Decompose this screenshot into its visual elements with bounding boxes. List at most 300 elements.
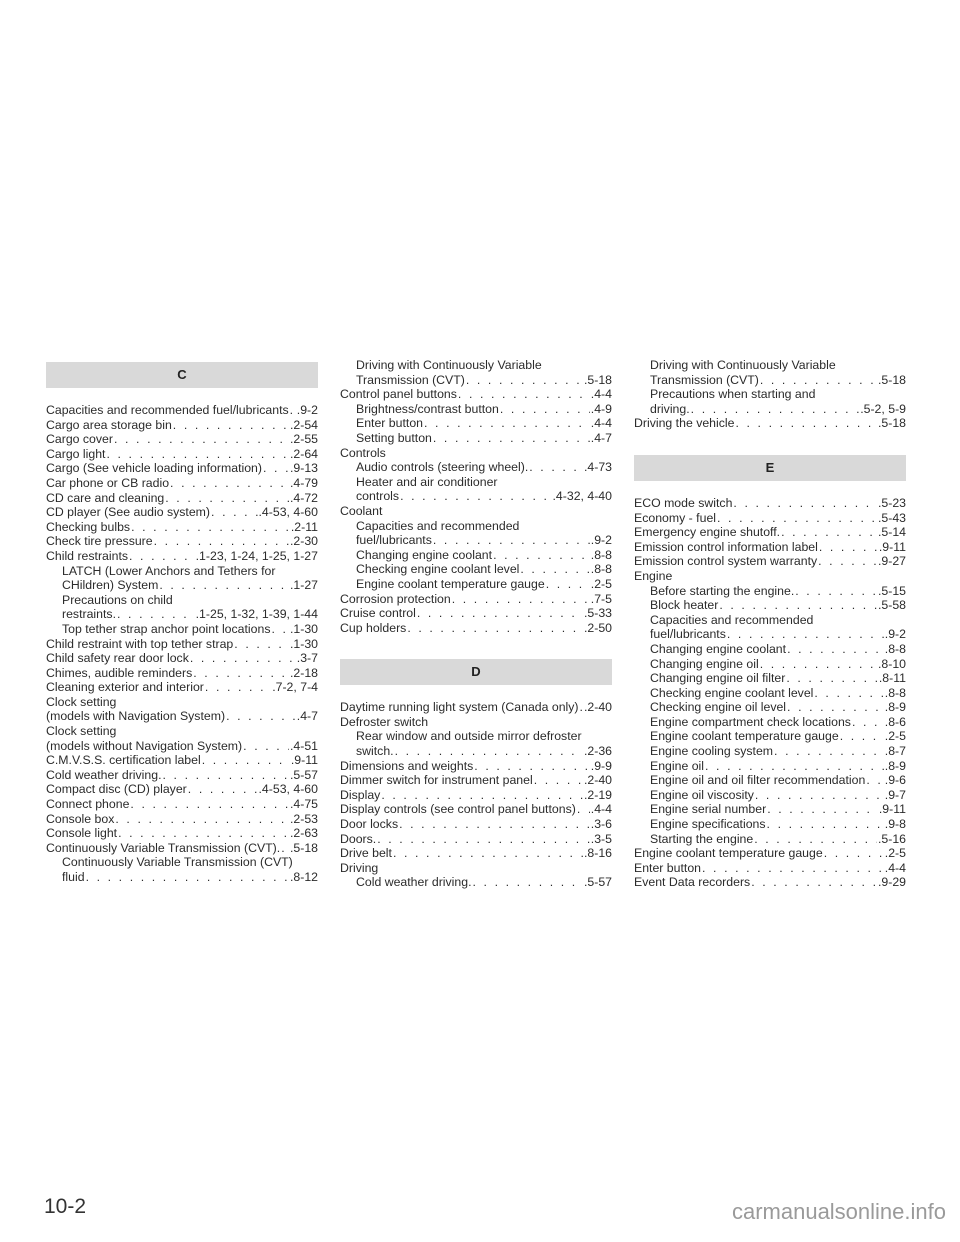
section-header-e: E [634,455,906,481]
entry-text: Cup holders [340,620,407,635]
dot-leader [424,416,590,431]
dot-leader [400,489,551,504]
index-entry [46,812,318,827]
entry-text: Checking engine coolant level [356,562,520,577]
entry-text: (models without Navigation System) [46,738,243,753]
page-reference: .2-19 [583,787,612,802]
dot-leader [395,744,583,759]
entry-text: Emission control system warranty [634,554,818,569]
entry-line [650,642,906,657]
index-entry [46,447,318,462]
page-reference: .9-9 [590,758,612,773]
index-entry [634,569,906,584]
entry-line [340,759,612,774]
entry-text: Engine oil viscosity [650,787,754,802]
page-reference: .4-53, 4-60 [258,782,318,797]
dot-leader [154,534,289,549]
entry-text: LATCH (Lower Anchors and Tethers for [62,563,276,578]
index-entry [340,832,612,847]
index-entry [46,768,318,783]
entry-text: Audio controls (steering wheel). [356,460,529,475]
entry-text: fuel/lubricants [356,533,432,548]
dot-leader [819,540,878,555]
index-subentry [634,358,906,387]
watermark: carmanualsonline.info [731,1199,946,1224]
dot-leader [577,802,590,817]
index-entry [46,782,318,797]
entry-text: Clock setting [46,694,117,709]
dot-leader [211,505,257,520]
entry-line [46,461,318,476]
dot-leader [377,832,590,847]
entry-line [650,744,906,759]
entry-line [46,768,318,783]
dot-leader [705,759,884,774]
entry-text: Block heater [650,598,719,613]
entry-line [650,802,906,817]
entry-text: Capacities and recommended fuel/lubricants [46,403,289,417]
entry-text: Precautions when starting and [650,387,816,402]
index-entry [46,432,318,447]
entry-line [650,671,906,686]
dot-leader [234,637,289,652]
page-reference: .8-8 [590,562,612,577]
entry-line [650,832,906,847]
entry-text: Clock setting [46,724,117,739]
page-reference: .9-2 [590,533,612,548]
entry-line [650,773,906,788]
entry-text: Engine serial number [650,802,767,817]
entry-line [356,402,612,417]
page-reference: .1-30 [289,636,318,651]
dot-leader [717,511,877,526]
entry-text: Door locks [340,817,399,832]
entry-text: Defroster switch [340,714,429,729]
dot-leader [117,607,195,622]
entry-text: Changing engine coolant [650,641,787,656]
index-entry [634,846,906,861]
entry-line [650,700,906,715]
entry-text: Engine coolant temperature gauge [634,846,823,861]
entry-line [356,489,612,504]
section-header-d: D [340,659,612,685]
page-reference: .5-16 [877,831,906,846]
page-reference: .5-18 [289,840,318,855]
index-subentry [634,729,906,744]
dot-leader [114,432,289,447]
index-subentry [634,686,906,701]
entry-line [46,709,318,724]
entry-line [46,505,318,520]
page-reference: .2-36 [583,744,612,759]
dot-leader [106,447,289,462]
dot-leader [852,715,884,730]
dot-leader [787,642,884,657]
dot-leader [131,520,290,535]
entry-line [634,846,906,861]
entry-line [356,373,612,388]
page-reference: .5-2, 5-9 [860,401,906,416]
index-entry [340,621,612,636]
entry-text: Continuously Variable Transmission (CVT). [46,840,281,855]
index-subentry [634,642,906,657]
section-spacer [340,635,612,657]
entry-line [46,418,318,433]
entry-line [62,622,318,637]
dot-leader [163,768,289,783]
page-reference: .2-30 [289,534,318,549]
entry-line [46,447,318,462]
dot-leader [407,621,583,636]
dot-leader [719,598,877,613]
entry-text: Child restraints [46,548,129,563]
page-reference: .5-23 [877,495,906,510]
dot-leader [188,782,258,797]
page-reference: .9-11 [878,539,906,554]
entry-line [340,788,612,803]
index-entry [46,666,318,681]
page-reference: .2-64 [289,446,318,461]
entry-text: ECO mode switch [634,495,733,510]
page-reference: .4-4 [590,802,612,817]
dot-leader [243,739,289,754]
index-subentry [340,416,612,431]
page-reference: .2-5 [884,846,906,861]
page-reference: .2-63 [289,826,318,841]
dot-leader [529,460,583,475]
dot-leader [786,671,878,686]
dot-leader [814,686,883,701]
page-reference: .9-6 [884,773,906,788]
page-reference: .2-54 [289,417,318,432]
entry-text: restraints. [62,607,116,622]
entry-text: Check tire pressure [46,534,153,549]
page-reference: .1-23, 1-24, 1-25, 1-27 [195,548,318,563]
entry-line [46,753,318,768]
entry-line [650,402,906,417]
index-subentry [634,387,906,416]
entry-line [46,680,318,695]
entry-line [650,584,906,599]
entry-text: Console box [46,811,115,826]
page-reference: .9-13 [289,461,318,476]
entry-line [46,739,318,754]
index-entry [634,861,906,876]
dot-leader [787,700,884,715]
entry-line [650,759,906,774]
entry-line [650,627,906,642]
entry-text: Driving [340,860,379,875]
page-reference: .7-2, 7-4 [272,680,318,695]
index-entry [340,606,612,621]
entry-line [340,817,612,832]
index-entry [634,554,906,569]
index-entry [340,759,612,774]
dot-leader [774,744,884,759]
page-reference: .5-18 [583,372,612,387]
dot-leader [129,549,195,564]
page-reference: .9-27 [877,554,906,569]
entry-text: Controls [340,445,386,460]
entry-line [650,729,906,744]
entry-text: (models with Navigation System) [46,709,226,724]
page-reference: .4-9 [590,401,612,416]
entry-text: Cargo area storage bin [46,417,172,432]
dot-leader [458,387,590,402]
entry-line [46,651,318,666]
dot-leader [500,402,590,417]
dot-leader [193,666,289,681]
index-subentry [634,773,906,788]
dot-leader [727,627,884,642]
page-reference: .4-4 [590,416,612,431]
entry-text: CHildren) System [62,578,159,593]
index-subentry [634,832,906,847]
entry-text: Engine [634,568,673,583]
entry-text: Dimensions and weights [340,758,474,773]
index-entry [46,520,318,535]
dot-leader [751,875,877,890]
index-subentry [340,460,612,475]
entry-text: Continuously Variable Transmission (CVT) [62,855,293,870]
index-entry [340,592,612,607]
entry-text: Child safety rear door lock [46,651,189,666]
entry-line [46,491,318,506]
index-entry [46,549,318,564]
entry-line [340,773,612,788]
page-reference: .4-4 [590,387,612,402]
entry-text: Starting the engine [650,831,754,846]
entry-line [46,782,318,797]
page-reference: .8-8 [884,685,906,700]
dot-leader [263,461,289,476]
entry-text: CD care and cleaning [46,490,165,505]
entry-text: Engine specifications [650,817,766,832]
page-reference: .5-14 [877,525,906,540]
page-reference: .2-40 [583,700,612,715]
entry-line [356,562,612,577]
dot-leader [767,817,884,832]
page-reference: .2-53 [289,811,318,826]
entry-line [356,548,612,563]
page-reference: .4-72 [289,490,318,505]
entry-text: Cargo (See vehicle loading information) [46,461,262,476]
entry-text: Changing engine oil [650,656,759,671]
entry-text: Economy - fuel [634,510,717,525]
entry-text: Brightness/contrast button [356,401,499,416]
entry-line [340,700,612,715]
dot-leader [115,812,289,827]
page-reference: .2-5 [590,576,612,591]
entry-text: Cargo cover [46,432,113,447]
index-subentry [340,562,612,577]
entry-text: switch. [356,744,394,759]
entry-text: Dimmer switch for instrument panel [340,773,533,788]
dot-leader [165,491,289,506]
entry-text: Doors. [340,831,377,846]
entry-text: Transmission (CVT) [356,372,465,387]
index-entry [340,715,612,730]
index-entry [46,826,318,841]
page-reference: .3-5 [590,831,612,846]
dot-leader [866,773,883,788]
index-entry [634,511,906,526]
index-entry [340,802,612,817]
index-entry [340,387,612,402]
index-subentry [46,564,318,593]
index-column-3 [634,358,906,890]
page-reference: .8-10 [877,656,906,671]
dot-leader [433,431,590,446]
index-entry [634,875,906,890]
entry-line [650,686,906,701]
page-reference: .5-58 [877,598,906,613]
entry-line [340,846,612,861]
entry-text: Precautions on child [62,592,173,607]
page-reference: .2-40 [583,773,612,788]
index-entry [46,476,318,491]
entry-text: Rear window and outside mirror defroster [356,729,582,744]
dot-leader [381,788,583,803]
dot-leader [840,729,884,744]
index-entry [46,491,318,506]
page-reference: .2-55 [289,432,318,447]
index-entry [340,817,612,832]
dot-leader [760,373,877,388]
entry-text: Driving with Continuously Variable [650,358,836,372]
entry-line [650,788,906,803]
page-reference: .8-8 [590,547,612,562]
page-reference: .9-11 [290,753,318,768]
index-column-2 [340,358,612,890]
index-entry [46,461,318,476]
entry-text: fluid [62,870,85,884]
entry-line [356,533,612,548]
entry-text: Checking engine oil level [650,700,787,715]
entry-line [340,621,612,636]
index-entry [634,416,906,431]
entry-text: Display [340,787,381,802]
index-subentry [340,577,612,592]
dot-leader [205,680,271,695]
dot-leader [534,773,583,788]
entry-line [356,744,612,759]
index-entry [46,797,318,812]
entry-line [650,817,906,832]
index-subentry [46,622,318,637]
entry-text: Daytime running light system (Canada only) [340,700,579,715]
page-reference: .5-18 [877,416,906,431]
page-reference: .2-5 [884,729,906,744]
entry-line [634,875,906,890]
dot-leader [493,548,590,563]
index-subentry [634,598,906,613]
entry-line [340,832,612,847]
page-reference: .4-79 [289,475,318,490]
entry-text: Cruise control [340,606,416,621]
page-reference: .9-29 [877,875,906,890]
entry-line [634,861,906,876]
section-spacer [634,431,906,453]
page-reference: .8-16 [583,846,612,861]
index-entry [340,846,612,861]
index-entry [634,525,906,540]
page-reference: .1-25, 1-32, 1-39, 1-44 [195,607,318,622]
index-entry [46,841,318,856]
page-reference: .9-2 [884,627,906,642]
index-subentry [340,431,612,446]
dot-leader [466,373,583,388]
entry-text: Enter button [634,860,701,875]
entry-text: Engine coolant temperature gauge [356,576,545,591]
entry-line [356,577,612,592]
entry-line [634,416,906,431]
entry-text: Changing engine coolant [356,547,493,562]
page-reference: .8-9 [884,700,906,715]
entry-text: C.M.V.S.S. certification label [46,753,201,768]
entry-text: Compact disc (CD) player [46,782,187,797]
entry-text: Event Data recorders [634,875,751,890]
dot-leader [824,846,884,861]
page-reference: .5-43 [877,510,906,525]
index-subentry [340,875,612,890]
index-entry [46,505,318,520]
page-reference: .5-57 [583,875,612,890]
page-reference: .9-7 [884,787,906,802]
entry-text: Cold weather driving. [46,767,162,782]
page-reference: .3-6 [590,817,612,832]
entry-line [46,637,318,652]
index-subentry [340,519,612,548]
dot-leader [173,418,289,433]
entry-text: Chimes, audible reminders [46,665,193,680]
dot-leader [754,832,877,847]
entry-line [650,373,906,388]
dot-leader [520,562,589,577]
entry-line [46,549,318,564]
dot-leader [433,533,590,548]
page-number: 10-2 [44,1195,87,1218]
index-entry [46,637,318,652]
page-reference: .9-8 [884,817,906,832]
page-reference: .3-7 [296,651,318,666]
index-subentry [634,788,906,803]
entry-text: Top tether strap anchor point locations [62,621,271,636]
entry-line [634,540,906,555]
dot-leader [795,584,877,599]
page-reference: .8-12 [289,870,318,884]
section-header-c: C [46,362,318,388]
entry-line [46,841,318,856]
entry-text: Emission control information label [634,539,818,554]
index-entry [46,695,318,724]
entry-line [46,403,318,418]
index-entry [46,724,318,753]
entry-text: Corrosion protection [340,591,451,606]
entry-text: Transmission (CVT) [650,372,759,387]
entry-line [650,715,906,730]
entry-text: Emergency engine shutoff. [634,525,781,540]
page-reference: .2-50 [583,620,612,635]
page-reference: .5-18 [877,372,906,387]
page-reference: .8-7 [884,744,906,759]
page-reference: .8-9 [884,758,906,773]
entry-line [634,496,906,511]
entry-text: CD player (See audio system) [46,505,211,520]
dot-leader [399,817,590,832]
page-reference: .4-7 [590,430,612,445]
entry-text: Before starting the engine. [650,583,795,598]
